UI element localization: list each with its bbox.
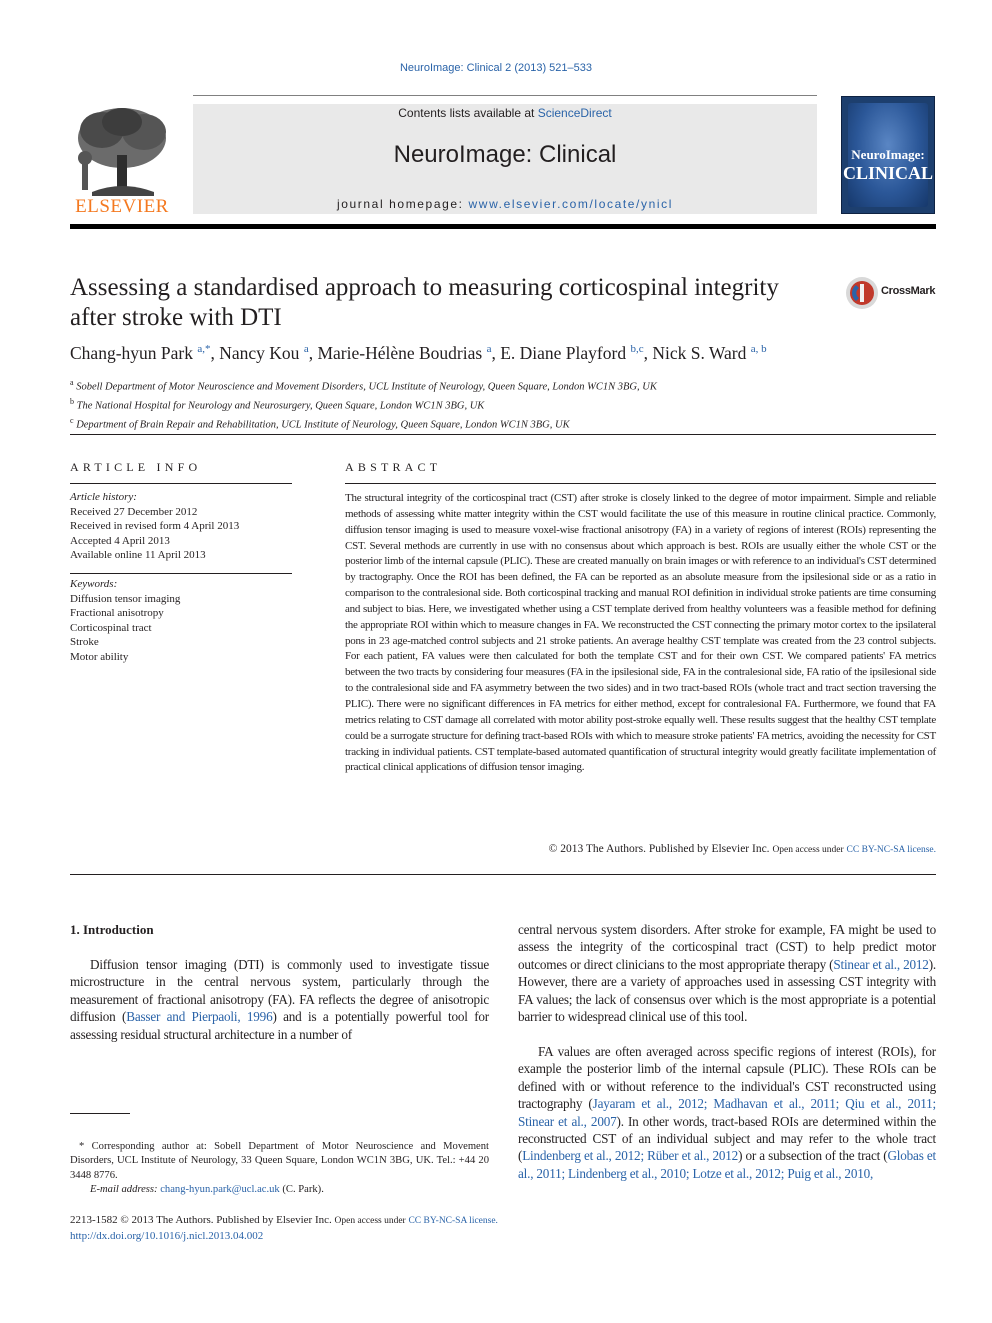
history-item: Received in revised form 4 April 2013 (70, 520, 240, 532)
keyword-item: Motor ability (70, 650, 129, 663)
crossmark-label: CrossMark (881, 285, 936, 297)
sciencedirect-link[interactable]: ScienceDirect (537, 106, 612, 120)
keyword-item: Diffusion tensor imaging (70, 592, 181, 605)
header-top-rule (193, 95, 817, 96)
intro-paragraph-1-continued: central nervous system disorders. After stroke for example, FA might be used to assess the integrity of the corticospinal tract (CST) to help predict motor outcomes or direct clinicians to the most appropriate therapy (Stinear et al., 2012). However, there are a variety of approaches used in assessing CST integrity with FA values; the lack of consensus over which is the most appropriate is a potential barrier to widespread clinical use of this tool. (518, 922, 936, 1025)
article-info-rule (70, 483, 292, 484)
intro-paragraph-1: Diffusion tensor imaging (DTI) is commonly used to investigate tissue microstructure in the central nervous system, particularly through the measurement of fractional anisotropy (FA). FA reflects the degree of anisotropic diffusion (Basser and Pierpaoli, 1996) and is a potentially powerful tool for assessing residual structural architecture in a number of (70, 957, 489, 1042)
abstract-heading: ABSTRACT (345, 460, 442, 474)
doi-link[interactable]: http://dx.doi.org/10.1016/j.nicl.2013.04.002 (70, 1230, 264, 1242)
email-suffix: (C. Park). (282, 1183, 324, 1195)
keywords-label: Keywords: (70, 578, 118, 590)
keyword-item: Corticospinal tract (70, 621, 152, 634)
citation-link[interactable]: Lindenberg et al., 2012; Rüber et al., 2012 (522, 1148, 739, 1164)
section-heading-introduction: 1. Introduction (70, 922, 154, 937)
title-line-2: after stroke with DTI (70, 304, 282, 331)
journal-name: NeuroImage: Clinical (393, 141, 617, 168)
footer-license-link[interactable]: CC BY-NC-SA license. (408, 1216, 498, 1226)
affiliation-item: $^a$ Sobell Department of Motor Neuroscience and Movement Disorders, UCL Institute of Neurology, Queen Square, London WC1N 3BG, UK (70, 378, 657, 393)
abstract-rule (345, 483, 936, 484)
article-info-heading: ARTICLE INFO (70, 460, 202, 474)
crossmark-button[interactable] (845, 276, 937, 310)
author-affiliation-marker[interactable]: a (303, 343, 309, 356)
citation-link[interactable]: Stinear et al., 2012 (833, 956, 929, 972)
history-item: Accepted 4 April 2013 (70, 534, 170, 547)
author-name[interactable]: Marie-Hélène Boudrias (317, 343, 483, 363)
author-affiliation-marker[interactable]: a, b (750, 343, 767, 356)
email-link[interactable]: chang-hyun.park@ucl.ac.uk (160, 1183, 280, 1195)
journal-homepage-line (193, 197, 817, 211)
history-item: Available online 11 April 2013 (70, 549, 206, 561)
author-affiliation-marker[interactable]: a,* (197, 343, 211, 356)
corresponding-author-footnote: * Corresponding author at: Sobell Department of Motor Neuroscience and Movement Disorders, UCL Institute of Neurology, 33 Queen Square, London WC1N 3BG, UK. Tel.: +44 20 3448 8776. E-mail address: chang-hyun.park@ucl.ac.uk (C. Park). (70, 1141, 489, 1195)
header-thick-rule (70, 224, 936, 229)
author-name[interactable]: Nancy Kou (219, 343, 300, 363)
section-divider (70, 434, 936, 435)
article-history-label: Article history: (70, 491, 137, 503)
abstract-copyright (345, 843, 936, 855)
abstract-text: The structural integrity of the corticospinal tract (CST) after stroke is closely linked to the degree of motor impairment. Simple and reliable methods of assessing white matter integrity within the CST would facilitate the use of this measure in routine clinical practice. Commonly, diffusion tensor imaging is used to measure voxel-wise fractional anisotropy (FA) in a variety of regions of interest (ROIs) representing the CST. Several methods are currently in use with no consensus about which approach is best. ROIs are usually either the whole CST or the posterior limb of the internal capsule (PLIC). These are created manually on brain images or with reference to an individual's CST determined by tractography. Once the ROI has been defined, the FA can be reported as an absolute measure from the ipsilesional side or as a ratio in comparison to the contralesional side. Both corticospinal tracking and manual ROI definition in individual stroke patients are time consuming and subject to bias. Here, we investigated whether using a CST template derived from healthy volunteers was a feasible method for defining the appropriate ROI within which to measure changes in FA. We reconstructed the CST connecting the primary motor cortex to the ipsilateral pons in 23 age-matched control subjects and 21 stroke patients. An average healthy CST template was created from the 23 control subjects. For each patient, FA values were then calculated for both the template CST and for their own CST. We compared patients' FA metrics between the two tracts by considering four measures (FA in the ipsilesional side, FA in the contralesional side, FA ratio of the ipsilesional side to the contralesional side and FA asymmetry between the two sides) and in two tract-based ROIs (whole tract and tract section traversing the PLIC). There were no significant differences in FA metrics for either method, except for contralesional FA. Furthermore, we found that FA metrics relating to CST damage all correlated with motor ability post-stroke equally well. These results suggest that the healthy CST template could be a surrogate structure for defining tract-based ROIs with which to measure stroke patients' FA metrics, avoiding the necessity for CST tracking in individual patients. CST template-based automated quantification of structural integrity would greatly facilitate implementation of practical clinical applications of diffusion tensor imaging. (345, 492, 936, 774)
elsevier-wordmark: ELSEVIER (75, 196, 169, 217)
abstract-end-rule (70, 874, 936, 875)
author-name[interactable]: Nick S. Ward (652, 343, 747, 363)
intro-paragraph-2: FA values are often averaged across specific regions of interest (ROIs), for example the posterior limb of the internal capsule (PLIC). These ROIs can be defined with or without reference to the individual's CST reconstructed using tractography (Jayaram et al., 2012; Madhavan et al., 2011; Qiu et al., 2011; Stinear et al., 2007). In other words, tract-based ROIs are determined within the reconstructed CST of an individual subject and may refer to the whole tract (Lindenberg et al., 2012; Rüber et al., 2012) or a subsection of the tract (Globas et al., 2011; Lindenberg et al., 2010; Lotze et al., 2012; Puig et al., 2010, (518, 1044, 937, 1181)
issn-copyright: 2213-1582 © 2013 The Authors. Published by Elsevier Inc. (70, 1214, 332, 1226)
homepage-link[interactable]: www.elsevier.com/locate/ynicl (468, 197, 673, 211)
author-name[interactable]: Chang-hyun Park (70, 343, 193, 363)
footnote-marker: * (79, 1141, 85, 1152)
title-line-1: Assessing a standardised approach to measuring corticospinal integrity (70, 274, 779, 301)
citation-link[interactable]: Globas et al., 2011; Lindenberg et al., 2010; Lotze et al., 2012; Puig et al., 2010, (518, 1148, 936, 1181)
citation-link[interactable]: Jayaram et al., 2012; Madhavan et al., 2011; Qiu et al., 2011; Stinear et al., 2007 (518, 1096, 937, 1129)
author-list: Chang-hyun Park $^{a,*}$, Nancy Kou $^a$, Marie-Hélène Boudrias $^a$, E. Diane Playford $^{b,c}$, Nick S. Ward $^{a, b}$ (70, 343, 767, 363)
footer-open-access: Open access under (334, 1216, 406, 1226)
homepage-prefix: journal homepage: (336, 197, 464, 211)
copyright-text: © 2013 The Authors. Published by Elsevier Inc. (548, 843, 770, 855)
license-link[interactable]: CC BY-NC-SA license. (846, 845, 936, 855)
author-affiliation-marker[interactable]: b,c (630, 343, 644, 356)
footnote-rule (70, 1113, 130, 1114)
keyword-item: Fractional anisotropy (70, 607, 164, 619)
keyword-item: Stroke (70, 636, 99, 648)
article-history (70, 490, 292, 563)
journal-cover-image (841, 96, 935, 214)
citation-link[interactable]: Basser and Pierpaoli, 1996 (126, 1009, 273, 1025)
cover-title-line2: CLINICAL (842, 163, 934, 183)
affiliations (70, 376, 930, 433)
journal-reference-link[interactable]: NeuroImage: Clinical 2 (2013) 521–533 (399, 62, 592, 74)
history-item: Received 27 December 2012 (70, 505, 198, 518)
contents-line (193, 106, 817, 120)
keywords-block (70, 577, 292, 664)
keywords-rule (70, 573, 292, 574)
affiliation-item: $^b$ The National Hospital for Neurology and Neurosurgery, Queen Square, London WC1N 3BG, UK (70, 397, 485, 412)
crossmark-icon (845, 276, 879, 310)
affiliation-item: $^c$ Department of Brain Repair and Rehabilitation, UCL Institute of Neurology, Queen Square, London WC1N 3BG, UK (70, 416, 570, 431)
cover-title-line1: NeuroImage: (851, 147, 925, 162)
page-footer (70, 1213, 936, 1244)
contents-prefix: Contents lists available at (398, 106, 535, 120)
open-access-text: Open access under (772, 845, 844, 855)
article-title (70, 273, 830, 333)
author-name[interactable]: E. Diane Playford (500, 343, 627, 363)
author-affiliation-marker[interactable]: a (486, 343, 492, 356)
email-label: E-mail address: (90, 1183, 158, 1195)
